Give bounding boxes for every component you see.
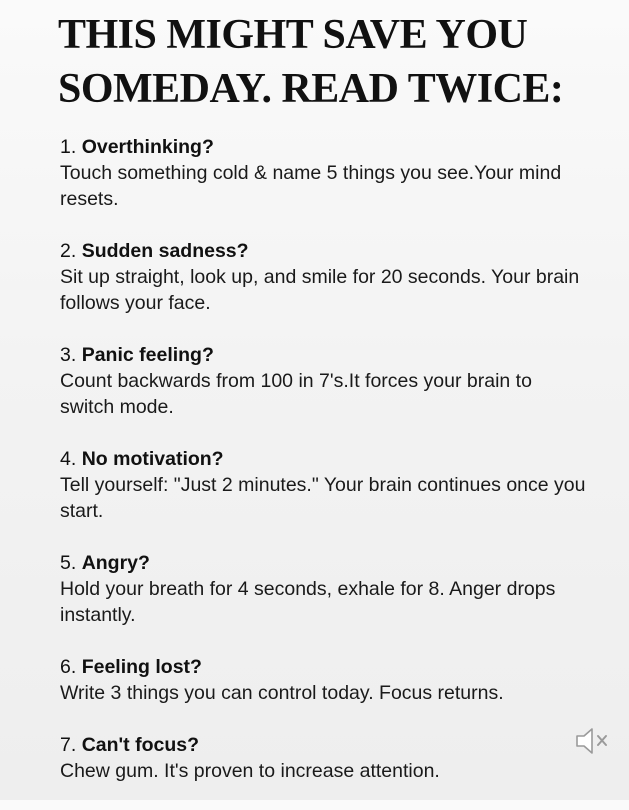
tip-body: Write 3 things you can control today. Focus returns.: [60, 682, 504, 704]
tip-body: Touch something cold & name 5 things you see.Your mind resets.: [60, 162, 562, 210]
tip-item: [60, 446, 590, 524]
tip-body: Count backwards from 100 in 7's.It forces your brain to switch mode.: [60, 370, 532, 418]
tip-number: 4.: [60, 448, 77, 470]
tip-number: 1.: [60, 136, 77, 158]
tip-heading: Feeling lost?: [81, 656, 202, 678]
tip-number: 2.: [60, 240, 77, 262]
tip-heading: Panic feeling?: [81, 344, 214, 366]
tip-item: [60, 654, 590, 706]
tip-body: Tell yourself: "Just 2 minutes." Your brain continues once you start.: [60, 474, 586, 522]
tips-list: [60, 134, 590, 810]
tip-item: [60, 238, 590, 316]
tip-header: [60, 732, 590, 758]
tip-item: [60, 134, 590, 212]
tip-body: Sit up straight, look up, and smile for 20 seconds. Your brain follows your face.: [60, 266, 580, 314]
tip-header: [60, 446, 590, 472]
mute-button[interactable]: [573, 724, 613, 758]
tip-header: [60, 654, 590, 680]
tip-header: [60, 134, 590, 160]
tip-number: 7.: [60, 734, 77, 756]
tip-body: Hold your breath for 4 seconds, exhale for 8. Anger drops instantly.: [60, 578, 556, 626]
tip-heading: Can't focus?: [81, 734, 199, 756]
tip-item: [60, 732, 590, 784]
tip-heading: Sudden sadness?: [81, 240, 249, 262]
speaker-muted-icon: [573, 724, 613, 758]
page-title: THIS MIGHT SAVE YOU SOMEDAY. READ TWICE:: [58, 12, 564, 112]
tip-item: [60, 550, 590, 628]
tip-number: 3.: [60, 344, 77, 366]
tip-body: Chew gum. It's proven to increase attention.: [60, 760, 440, 782]
tip-number: 5.: [60, 552, 77, 574]
tip-heading: No motivation?: [81, 448, 224, 470]
tip-number: 6.: [60, 656, 77, 678]
tip-header: [60, 550, 590, 576]
tip-heading: Angry?: [81, 552, 150, 574]
tip-item: [60, 342, 590, 420]
tip-heading: Overthinking?: [81, 136, 214, 158]
tip-header: [60, 238, 590, 264]
tip-header: [60, 342, 590, 368]
